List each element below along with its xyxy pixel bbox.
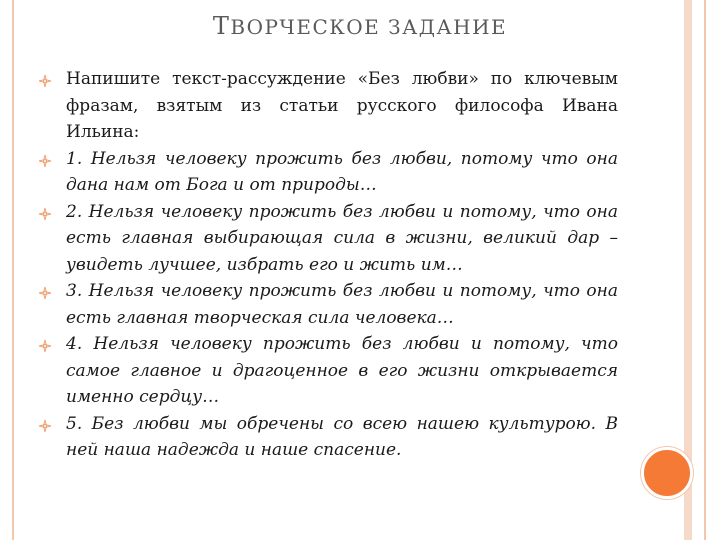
- list-item-text: 2. Нельзя человеку прожить без любви и потому, что она есть главная выбирающая сила в жизни, великий дар – увидеть лучшее, избрать его и жить им…: [66, 201, 618, 275]
- slide-title: [0, 12, 720, 40]
- bullet-list: [38, 66, 618, 464]
- bullet-icon: [38, 286, 52, 300]
- orange-circle-decoration: [641, 447, 693, 499]
- list-item: [38, 411, 618, 464]
- list-item-text: Напишите текст-рассуждение «Без любви» по ключевым фразам, взятым из статьи русского философа Ивана Ильина:: [66, 69, 618, 142]
- bullet-icon: [38, 74, 52, 88]
- list-item-text: 3. Нельзя человеку прожить без любви и потому, что она есть главная творческая сила человека…: [66, 281, 618, 328]
- list-item-text: 5. Без любви мы обречены со всею нашею культурою. В ней наша надежда и наше спасение.: [66, 413, 618, 460]
- title-initial: Т: [212, 12, 231, 40]
- bullet-icon: [38, 419, 52, 433]
- list-item: [38, 331, 618, 411]
- bullet-icon: [38, 339, 52, 353]
- list-item: [38, 199, 618, 279]
- bullet-icon: [38, 207, 52, 221]
- list-item: [38, 278, 618, 331]
- list-item-text: 4. Нельзя человеку прожить без любви и потому, что самое главное и драгоценное в его жизни открывается именно сердцу…: [66, 334, 618, 407]
- title-rest: ВОРЧЕСКОЕ ЗАДАНИЕ: [230, 15, 508, 39]
- bullet-icon: [38, 154, 52, 168]
- list-item: [38, 66, 618, 146]
- list-item-text: 1. Нельзя человеку прожить без любви, потому что она дана нам от Бога и от природы…: [66, 148, 618, 195]
- list-item: [38, 146, 618, 199]
